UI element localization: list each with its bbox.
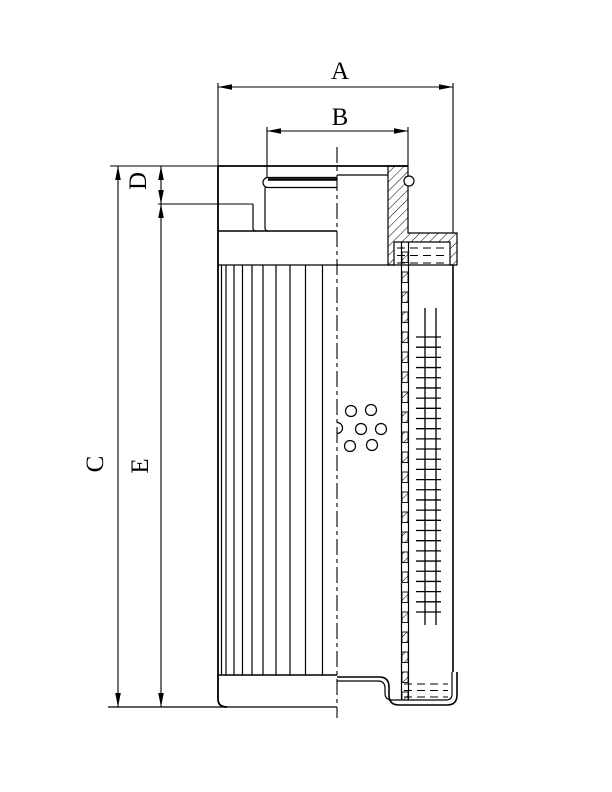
- arrowhead-down-icon: [115, 693, 121, 707]
- core-tube-hatch-segment: [402, 312, 408, 323]
- core-tube-hatch-segment: [402, 412, 408, 423]
- core-tube-hatch-segment: [402, 372, 408, 383]
- core-tube: [402, 242, 409, 700]
- core-tube-hatch-segment: [402, 512, 408, 523]
- support-mesh: [416, 308, 441, 625]
- arrowhead-left-icon: [267, 128, 281, 134]
- dimension-b-label: B: [331, 104, 349, 131]
- perforation-hole: [345, 441, 356, 452]
- core-tube-hatch-segment: [402, 472, 408, 483]
- dimension-c: [82, 166, 121, 707]
- core-tube-hatch-segment: [402, 352, 408, 363]
- core-tube-hatch-segment: [402, 252, 408, 263]
- core-tube-hatch-segment: [402, 572, 408, 583]
- core-tube-hatch-segment: [402, 532, 408, 543]
- core-tube-hatch-segment: [402, 452, 408, 463]
- o-ring: [404, 176, 414, 186]
- dimension-e: [127, 166, 164, 707]
- arrowhead-down-icon: [158, 693, 164, 707]
- arrowhead-up-icon: [158, 204, 164, 218]
- bottom-seal-dashed-lines: [404, 684, 448, 697]
- perforation-hole: [366, 405, 377, 416]
- core-tube-hatch-segment: [402, 432, 408, 443]
- arrowhead-left-icon: [218, 84, 232, 90]
- dimension-e-label: E: [127, 458, 154, 474]
- core-tube-hatch-segment: [402, 552, 408, 563]
- arrowhead-right-icon: [439, 84, 453, 90]
- dimension-d: [125, 166, 164, 204]
- end-cap-sectioned-wall: [388, 166, 457, 265]
- core-tube-hatch-segment: [402, 492, 408, 503]
- perforation-hole: [346, 406, 357, 417]
- perforation-hole: [376, 424, 387, 435]
- core-tube-hatch-segment: [402, 692, 408, 700]
- collar-step: [253, 188, 269, 232]
- dimension-a: [218, 58, 453, 90]
- arrowhead-right-icon: [394, 128, 408, 134]
- core-tube-hatch-segment: [402, 292, 408, 303]
- pleated-media: [222, 265, 323, 675]
- dimension-a-label: A: [330, 58, 350, 85]
- perforation-hole: [367, 440, 378, 451]
- core-tube-hatch-segment: [402, 332, 408, 343]
- core-tube-hatch-segment: [402, 612, 408, 623]
- perforation-holes: [337, 405, 387, 452]
- core-tube-hatch-segments: [402, 252, 408, 700]
- arrowhead-up-icon: [115, 166, 121, 180]
- core-tube-hatch-segment: [402, 632, 408, 643]
- dimension-d-label: D: [125, 171, 152, 191]
- core-tube-hatch-segment: [402, 392, 408, 403]
- perforation-hole: [356, 424, 367, 435]
- core-tube-hatch-segment: [402, 652, 408, 663]
- dimension-c-label: C: [82, 455, 109, 473]
- core-tube-hatch-segment: [402, 272, 408, 283]
- core-tube-hatch-segment: [402, 592, 408, 603]
- core-tube-hatch-segment: [402, 672, 408, 683]
- dimension-b: [267, 104, 408, 134]
- perforation-hole-half: [337, 423, 343, 434]
